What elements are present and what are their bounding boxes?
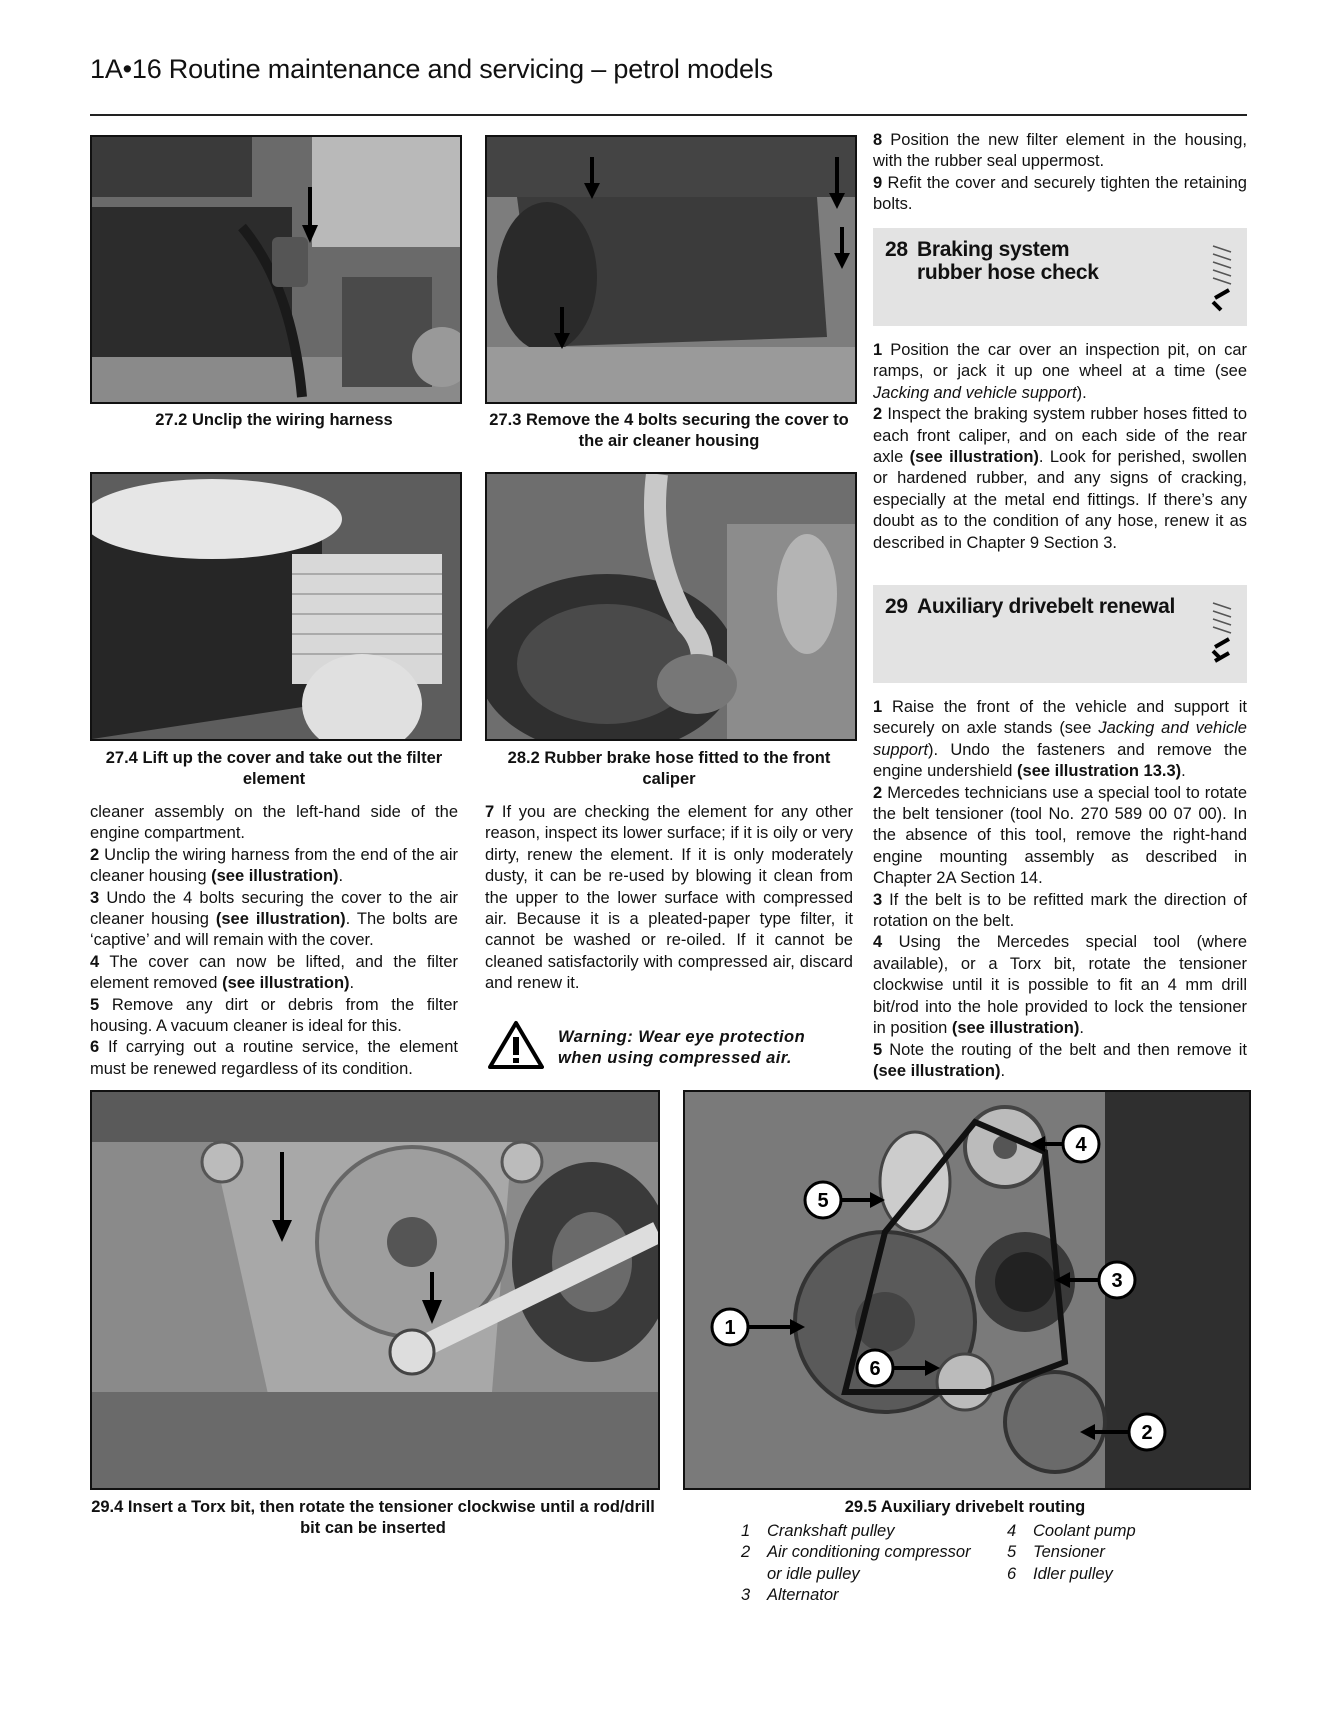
caption-27-2: 27.2 Unclip the wiring harness <box>155 411 393 429</box>
callout-4-label: 4 <box>1075 1134 1087 1156</box>
callout-6-label: 6 <box>869 1358 881 1380</box>
caption-29-4: 29.4 Insert a Torx bit, then rotate the tensioner clockwise until a rod/drill bit can be inserted <box>91 1498 655 1537</box>
belt-step-5: 5 Note the routing of the belt and then remove it (see illustration). <box>873 1040 1247 1080</box>
step-4: 4 The cover can now be lifted, and the filter element removed (see illustration). <box>90 952 458 993</box>
legend-left <box>741 1521 971 1607</box>
callout-1-label: 1 <box>724 1317 736 1339</box>
photo-27-3-graphic <box>487 137 855 402</box>
section-29-title: Auxiliary drivebelt renewal <box>917 595 1176 618</box>
photo-27-4-graphic <box>92 474 460 739</box>
section-28-number: 28 <box>885 238 908 261</box>
belt-step-3: 3 If the belt is to be refitted mark the direction of rotation on the belt. <box>873 890 1247 931</box>
callout-5-label: 5 <box>817 1190 829 1212</box>
step-8: 8 Position the new filter element in the housing, with the rubber seal uppermost. <box>873 131 1247 171</box>
belt-step-4: 4 Using the Mercedes special tool (where available), or a Torx bit, rotate the tensioner clockwise until it is possible to fit an 4 mm drill bit/rod into the hole provided to lock the tensioner in position (see illustration). <box>873 933 1247 1038</box>
photo-27-3 <box>485 135 857 404</box>
warning-text: Warning: Wear eye protection when using compressed air. <box>558 1028 806 1067</box>
step-5: 5 Remove any dirt or debris from the filter housing. A vacuum cleaner is ideal for this. <box>90 995 458 1036</box>
photo-29-4 <box>90 1090 660 1490</box>
photo-29-4-graphic <box>92 1092 658 1488</box>
col1-text <box>90 802 458 1080</box>
col3-top <box>873 130 1247 216</box>
caption-27-4: 27.4 Lift up the cover and take out the filter element <box>105 749 443 788</box>
callout-2-label: 2 <box>1141 1422 1153 1444</box>
legend-item: 2 Air conditioning compressor or idle pulley <box>741 1543 971 1583</box>
caption-28-2: 28.2 Rubber brake hose fitted to the front caliper <box>507 749 831 788</box>
photo-28-2 <box>485 472 857 741</box>
difficulty-spanner-icon <box>1209 240 1237 316</box>
header-rule <box>90 114 1247 116</box>
legend-item: 3 Alternator <box>741 1586 839 1605</box>
step-6: 6 If carrying out a routine service, the element must be renewed regardless of its condition. <box>90 1038 458 1078</box>
section-29-heading <box>873 585 1247 683</box>
belt-step-2: 2 Mercedes technicians use a special tool to rotate the belt tensioner (tool No. 270 589 00 07 00). In the absence of this tool, remove the right-hand engine mounting assembly as described in Chapter 2A Section 14. <box>873 783 1247 888</box>
col3-mid <box>873 340 1247 554</box>
page-header: 1A•16 Routine maintenance and servicing – petrol models <box>90 54 773 84</box>
legend-item: 4 Coolant pump <box>1007 1522 1136 1540</box>
legend-item: 6 Idler pulley <box>1007 1564 1113 1583</box>
step-3: 3 Undo the 4 bolts securing the cover to the air cleaner housing (see illustration). The bolts are ‘captive’ and will remain with the cover. <box>90 888 458 950</box>
legend-item: 5 Tensioner <box>1007 1543 1105 1562</box>
col1-cont: cleaner assembly on the left-hand side of the engine compartment. <box>90 803 458 843</box>
photo-27-2-graphic <box>92 137 460 402</box>
legend-right <box>1007 1521 1207 1585</box>
caption-27-3: 27.3 Remove the 4 bolts securing the cover to the air cleaner housing <box>489 411 849 450</box>
photo-29-5-graphic <box>685 1092 1249 1488</box>
difficulty-spanner-icon <box>1209 597 1237 673</box>
warning-icon <box>488 1020 544 1070</box>
brake-step-2: 2 Inspect the braking system rubber hoses fitted to each front caliper, and on each side of the rear axle (see illustration). Look for perished, swollen or hardened rubber, and any signs of cracking, especially at the metal end fittings. If there’s any doubt as to the condition of any hose, renew it as described in Chapter 9 Section 3. <box>873 405 1247 552</box>
photo-27-4 <box>90 472 462 741</box>
section-29-number: 29 <box>885 595 908 618</box>
brake-step-1: 1 Position the car over an inspection pit, on car ramps, or jack it up one wheel at a time (see Jacking and vehicle support). <box>873 341 1247 402</box>
photo-27-2 <box>90 135 462 404</box>
col2-text <box>485 802 853 995</box>
section-28-heading <box>873 228 1247 326</box>
section-28-title-line2: rubber hose check <box>917 261 1099 284</box>
step-9: 9 Refit the cover and securely tighten the retaining bolts. <box>873 173 1247 214</box>
step-2: 2 Unclip the wiring harness from the end of the air cleaner housing (see illustration). <box>90 845 459 886</box>
callout-3-label: 3 <box>1111 1270 1123 1292</box>
legend-item: 1 Crankshaft pulley <box>741 1522 895 1540</box>
photo-29-5 <box>683 1090 1251 1490</box>
caption-29-5: 29.5 Auxiliary drivebelt routing <box>844 1498 1086 1516</box>
step-7: 7 If you are checking the element for any other reason, inspect its lower surface; if it is oily or very dirty, renew the element. If it is only moderately dusty, it can be re-used by blowing it clean from the upper to the lower surface with compressed air. Because it is a pleated-paper type filter, it cannot be washed or re-oiled. If it cannot be cleaned satisfactorily with compressed air, discard and renew it. <box>485 803 853 993</box>
photo-28-2-graphic <box>487 474 855 739</box>
belt-step-1: 1 Raise the front of the vehicle and support it securely on axle stands (see Jacking and vehicle support). Undo the fasteners and remove the engine undershield (see illustration 13.3). <box>873 698 1247 781</box>
col3-bottom <box>873 697 1247 1082</box>
section-28-title-line1: Braking system <box>917 238 1070 261</box>
